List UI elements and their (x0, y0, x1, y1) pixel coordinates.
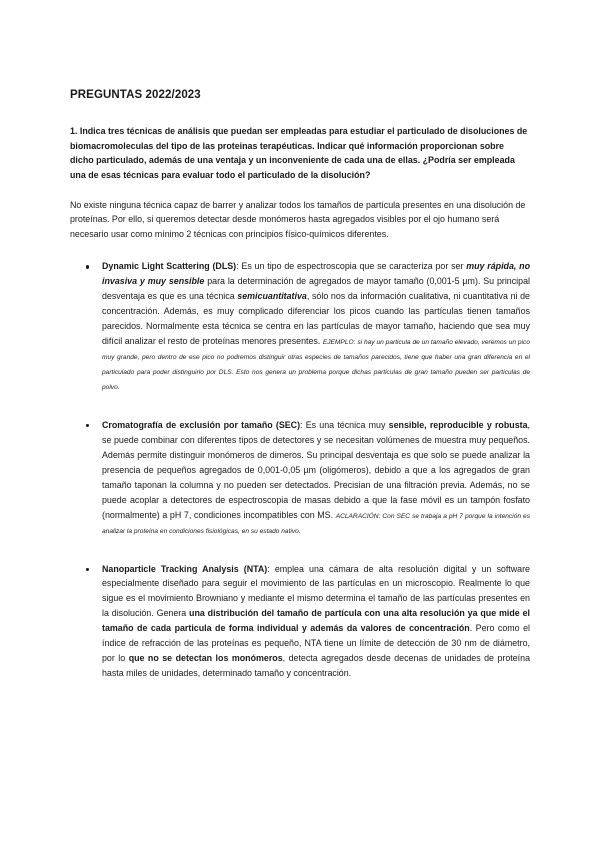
dls-paragraph (102, 259, 530, 394)
nta-segment-1: : emplea una cámara de alta resolución digital y un software especialmente diseñado para seguir el movimiento de las partículas en un microscopio. Realmente lo que sigue es el movimiento Browniano y mediante el mismo determina el tamaño de las partículas presentes en la disolución. Genera (102, 563, 530, 619)
bullet-point-icon (86, 265, 89, 268)
sec-emphasis-1: sensible, reproducible y robusta (388, 419, 528, 430)
nta-segment-2: . Pero como el índice de refracción de las proteínas es pequeño, NTA tiene un límite de detección de 30 nm de diámetro, por lo (102, 623, 530, 664)
dls-example-note: EJEMPLO: si hay un particula de un tamaño elevado, veremos un pico muy grande, pero dentro de ese pico no podremos distinguir otras especies de tamaños parecidos, tiene que haber una gran diferencia en el particulado para poder distinguirlo por DLS. Esto nos genera un problema porque dichas particulas de gran tamaño pueden ser particulas de polvo. (102, 339, 531, 391)
nta-term: Nanoparticle Tracking Analysis (NTA) (102, 563, 268, 574)
list-item-nta (70, 562, 530, 682)
dls-term: Dynamic Light Scattering (DLS) (102, 261, 237, 272)
nta-emphasis-2: que no se detectan los monómeros (128, 653, 283, 664)
dls-segment-3: , sólo nos da información cualitativa, ni cuantitativa ni de concentración. Además, es muy complicado diferenciar los picos cuando las partículas tienen tamaños parecidos. Normalmente esta técnica se centra en las partículas de mayor tamaño, haciendo que sea muy difícil analizar el resto de proteínas menores presentes. (102, 291, 530, 347)
dls-segment-2: para la determinación de agregados de mayor tamaño (0,001-5 µm). Su principal desventaja es que es una técnica (102, 276, 530, 302)
page-title: PREGUNTAS 2022/2023 (70, 89, 201, 101)
sec-term: Cromatografía de exclusión por tamaño (SEC) (102, 419, 301, 430)
techniques-list (70, 259, 530, 681)
nta-paragraph (102, 562, 530, 682)
intro-paragraph: No existe ninguna técnica capaz de barrer y analizar todos los tamaños de partícula presentes en una disolución de proteínas. Por ello, si queremos detectar desde monómeros hasta agregados visibles por el ojo humano será necesario usar como mínimo 2 técnicas con principios físico-químicos diferentes. (70, 200, 526, 239)
nta-emphasis-1: una distribución del tamaño de partícula con una alta resolución ya que mide el tamaño de cada particula de forma individual y además da valores de concentración (102, 608, 531, 634)
dls-emphasis-2: semicuantitativa (237, 291, 307, 302)
dls-segment-1: : Es un tipo de espectroscopia que se caracteriza por ser (236, 261, 467, 272)
nta-segment-3: , detecta agregados desde decenas de unidades de proteína hasta miles de unidades, determinado tamaño y concentración. (102, 653, 531, 679)
list-item-sec (70, 418, 530, 538)
sec-paragraph (102, 418, 530, 538)
sec-segment-1: : Es una técnica muy (300, 419, 389, 430)
dls-emphasis-1: muy rápida, no invasiva y muy sensible (102, 261, 531, 287)
sec-segment-2: , se puede combinar con diferentes tipos de detectores y se necesitan volúmenes de muestra muy pequeños. Además permite distinguir monómeros de dimeros. Su principal desventaja es que solo se puede analizar la presencia de pequeños agregados de 0,001-0,05 µm (oligómeros), debido a que a los agregados de gran tamaño taponan la columna y no pueden ser detectados. Precisian de una filtración previa. Además, no se puede acoplar a detectores de espectroscopia de masas debido a que la fase móvil es un tampón fosfato (normalmente) a pH 7, condiciones incompatibles con MS. (102, 419, 530, 520)
bullet-point-icon (86, 568, 89, 571)
question-1-text: 1. Indica tres técnicas de análisis que puedan ser empleadas para estudiar el particulado de disoluciones de biomacromoleculas del tipo de las proteinas terapéuticas. Indicar qué información proporcionan sobre dicho particulado, además de una ventaja y un inconveniente de cada una de ellas. ¿Podría ser empleada una de esas técnicas para evaluar todo el particulado de la disolución? (70, 126, 528, 180)
bullet-point-icon (86, 424, 89, 427)
list-item-dls (70, 259, 530, 394)
sec-clarification-note: ACLARACIÓN: Con SEC se trabaja a pH 7 porque la intención es analizar la proteína en condiciones fisiológicas, en su estado nativo. (102, 512, 530, 535)
